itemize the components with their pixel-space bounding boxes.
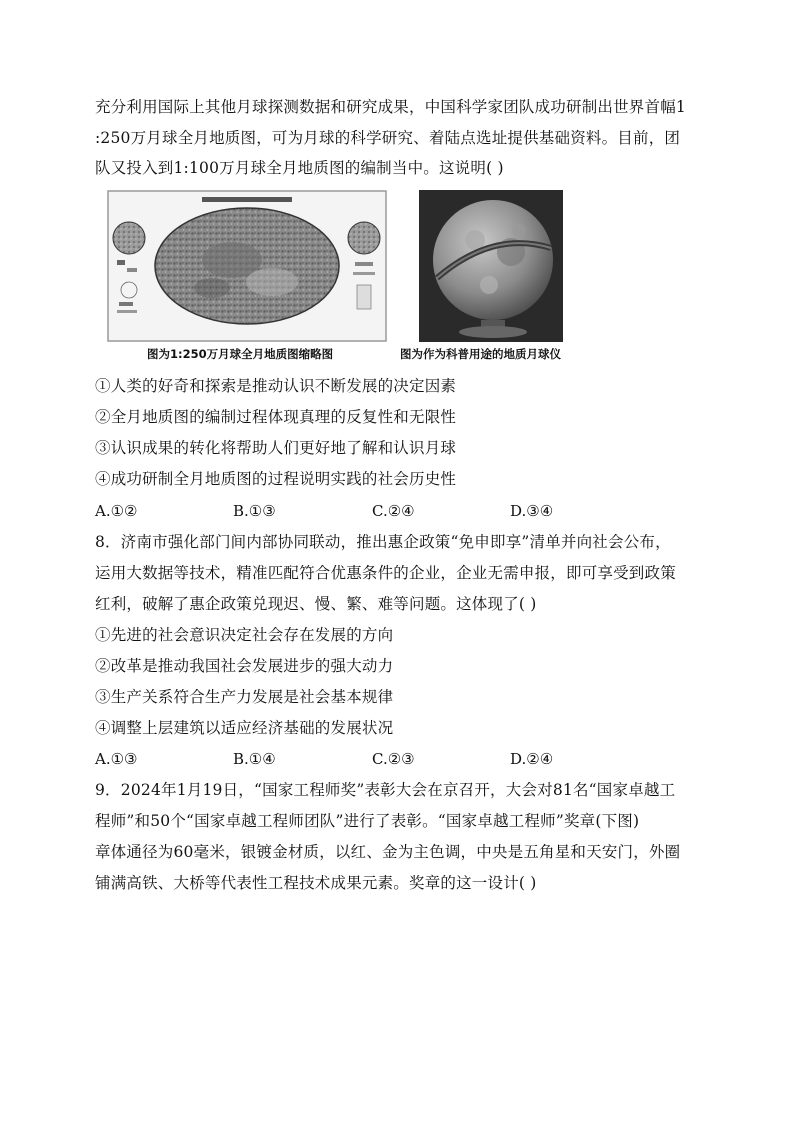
- q8-statement-2: ②改革是推动我国社会发展进步的强大动力: [95, 657, 394, 675]
- q8-stem-line-2: 运用大数据等技术，精准匹配符合优惠条件的企业，企业无需申报，即可享受到政策: [95, 564, 676, 582]
- q8-statement-1: ①先进的社会意识决定社会存在发展的方向: [95, 626, 394, 644]
- q8-option-a[interactable]: A.①③: [95, 750, 138, 768]
- q8-option-d[interactable]: D.②④: [510, 750, 554, 768]
- q9-stem-line-3: 章体通径为60毫米，银镀金材质，以红、金为主色调，中央是五角星和天安门，外圈: [95, 843, 681, 861]
- q9-stem-line-4: 铺满高铁、大桥等代表性工程技术成果元素。奖章的这一设计( ): [95, 874, 537, 892]
- lunar-globe-image: [419, 190, 563, 342]
- q7-stem-line-3: 队又投入到1:100万月球全月地质图的编制当中。这说明( ): [95, 159, 504, 177]
- q7-statement-1: ①人类的好奇和探索是推动认识不断发展的决定因素: [95, 377, 457, 395]
- q7-statement-4: ④成功研制全月地质图的过程说明实践的社会历史性: [95, 470, 457, 488]
- q8-statement-4: ④调整上层建筑以适应经济基础的发展状况: [95, 719, 394, 737]
- q9-stem-line-1: 9．2024年1月19日，“国家工程师奖”表彰大会在京召开，大会对81名“国家卓越工: [95, 781, 676, 799]
- lunar-globe-caption: 图为作为科普用途的地质月球仪: [400, 347, 561, 361]
- lunar-globe-figure: [419, 190, 563, 346]
- q7-option-a[interactable]: A.①②: [95, 502, 138, 520]
- q7-option-b[interactable]: B.①③: [233, 502, 276, 520]
- q8-statement-3: ③生产关系符合生产力发展是社会基本规律: [95, 688, 394, 706]
- q7-stem-line-1: 充分利用国际上其他月球探测数据和研究成果，中国科学家团队成功研制出世界首幅1: [95, 98, 686, 116]
- q7-option-c[interactable]: C.②④: [372, 502, 415, 520]
- q7-option-d[interactable]: D.③④: [510, 502, 554, 520]
- q8-stem-line-1: 8．济南市强化部门间内部协同联动，推出惠企政策“免申即享”清单并向社会公布，: [95, 533, 671, 551]
- q7-stem-line-2: :250万月球全月地质图，可为月球的科学研究、着陆点选址提供基础资料。目前，团: [95, 129, 681, 147]
- lunar-geologic-map-figure: [107, 190, 387, 346]
- q9-stem-line-2: 程师”和50个“国家卓越工程师团队”进行了表彰。“国家卓越工程师”奖章(下图): [95, 812, 640, 830]
- lunar-map-image: [107, 190, 387, 342]
- q7-statement-3: ③认识成果的转化将帮助人们更好地了解和认识月球: [95, 439, 457, 457]
- q8-option-b[interactable]: B.①④: [233, 750, 276, 768]
- q8-stem-line-3: 红利，破解了惠企政策兑现迟、慢、繁、难等问题。这体现了( ): [95, 595, 537, 613]
- lunar-map-caption: 图为1:250万月球全月地质图缩略图: [147, 347, 334, 361]
- q8-option-c[interactable]: C.②③: [372, 750, 415, 768]
- q7-statement-2: ②全月地质图的编制过程体现真理的反复性和无限性: [95, 408, 457, 426]
